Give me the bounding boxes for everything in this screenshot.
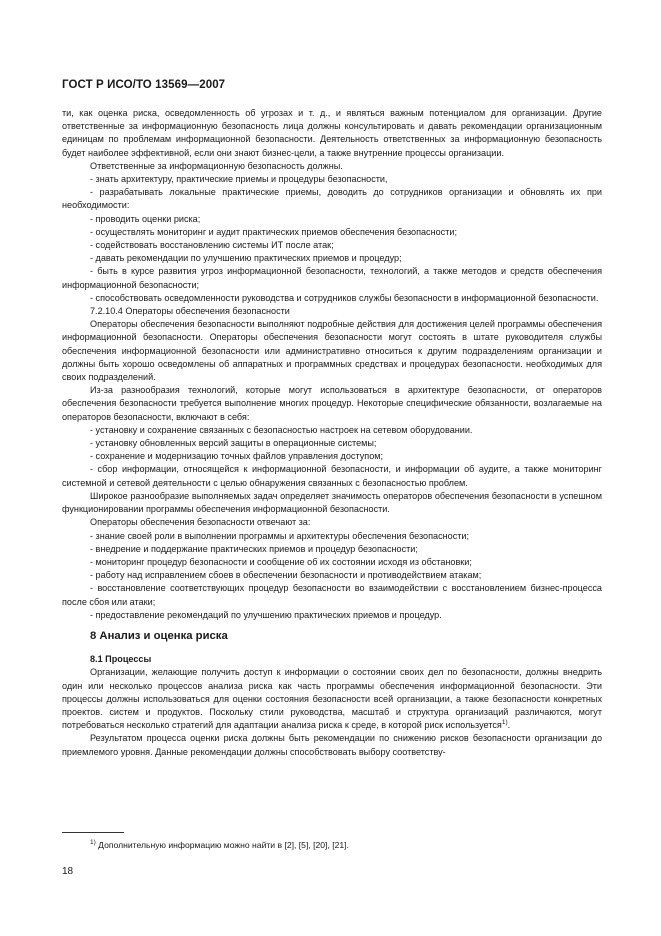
paragraph: - сохранение и модернизацию точных файлов управления доступом;: [90, 451, 384, 462]
document-body: [62, 107, 602, 759]
paragraph: Из-за разнообразия технологий, которые могут использоваться в архитектуре безопасности, от операторов обеспечения безопасности требуется выполнение многих процедур. Некоторые специфические обязанности, возлагаемые на операторов безопасности, включают в себя:: [62, 385, 602, 422]
paragraph: - давать рекомендации по улучшению практических приемов и процедур;: [90, 253, 402, 264]
paragraph: - мониторинг процедур безопасности и сообщение об их состоянии исходя из обстановки;: [90, 556, 472, 567]
paragraph-end: .: [507, 720, 511, 731]
paragraph: - знать архитектуру, практические приемы и процедуры безопасности,: [90, 174, 388, 185]
paragraph: - работу над исправлением сбоев в обеспечении безопасности и противодействием атакам;: [90, 570, 482, 581]
paragraph: - способствовать осведомленности руководства и сотрудников службы безопасности в информационной безопасности.: [90, 292, 599, 303]
paragraph: - содействовать восстановлению системы ИТ после атак;: [90, 240, 334, 251]
paragraph: Широкое разнообразие выполняемых задач определяет значимость операторов обеспечения безопасности в успешном функционировании программы обеспечения информационной безопасности.: [62, 490, 602, 515]
section-paragraph-list: [62, 666, 602, 758]
paragraph: - установку и сохранение связанных с безопасностью настроек на сетевом оборудовании.: [90, 424, 473, 435]
paragraph: - установку обновленных версий защиты в операционные системы;: [90, 438, 377, 449]
paragraph: - быть в курсе развития угроз информационной безопасности, технологий, а также методов и средств обеспечения информационной безопасности;: [62, 266, 602, 290]
footnote-text: Дополнительную информацию можно найти в [2], [5], [20], [21].: [98, 840, 349, 850]
paragraph: Операторы обеспечения безопасности отвечают за:: [90, 517, 311, 528]
paragraph-list: [62, 107, 602, 622]
paragraph: - знание своей роли в выполнении программы и архитектуры обеспечения безопасности;: [90, 530, 470, 541]
paragraph: ти, как оценка риска, осведомленность об угрозах и т. д., и являться важным потенциалом для организации. Другие ответственные за информационную безопасность лица должны консультировать и давать рекомендации организационным единицам по проблемам информационной безопасности. Деятельность ответственных за информационную безопасность будет наиболее эффективной, если они знают бизнес-цели, а также внутренние процессы организации.: [62, 108, 602, 158]
paragraph: - сбор информации, относящейся к информационной безопасности, и информации об аудите, а также мониторинг системной и сетевой деятельности с целью обнаружения связанных с безопасностью проблем.: [62, 464, 602, 488]
paragraph: Ответственные за информационную безопасность должны.: [90, 160, 343, 171]
paragraph: Операторы обеспечения безопасности выполняют подробные действия для достижения целей программы обеспечения информационной безопасности. Операторы обеспечения безопасности могут состоять в штате руководителя службы обеспечения информационной безопасности или административно относиться к другим подразделениям организации и должны быть хорошо осведомлены об аппаратных и программных средствах и процедурах безопасности. необходимых для своих подразделений.: [62, 319, 602, 383]
subsection-heading: 8.1 Процессы: [90, 654, 152, 665]
paragraph: - разрабатывать локальные практические приемы, доводить до сотрудников организации и обновлять их при необходимости:: [62, 187, 602, 211]
paragraph-text: Результатом процесса оценки риска должны быть рекомендации по снижению рисков безопасности организации до приемлемого уровня. Данные рекомендации должны способствовать выбору соответству-: [62, 733, 602, 757]
paragraph: 7.2.10.4 Операторы обеспечения безопасности: [90, 306, 290, 317]
footnote: [90, 840, 602, 851]
paragraph: - внедрение и поддержание практических приемов и процедур безопасности;: [90, 543, 418, 554]
paragraph: - предоставление рекомендаций по улучшению практических приемов и процедур.: [90, 609, 442, 620]
page-number: 18: [62, 866, 74, 877]
document-header: ГОСТ Р ИСО/ТО 13569—2007: [62, 79, 226, 91]
paragraph: - восстановление соответствующих процедур безопасности во взаимодействии с восстановлением бизнес-процесса после сбоя или атаки;: [62, 583, 602, 607]
section-paragraph: [62, 666, 602, 732]
paragraph: - проводить оценки риска;: [90, 213, 201, 224]
section-heading: 8 Анализ и оценка риска: [90, 629, 228, 642]
section-paragraph: [62, 732, 602, 758]
footnote-reference: 1): [501, 719, 508, 727]
footnote-divider: [62, 832, 124, 833]
paragraph: - осуществлять мониторинг и аудит практических приемов обеспечения безопасности;: [90, 226, 457, 237]
paragraph-text: Организации, желающие получить доступ к информации о состоянии своих дел по безопасности, должны внедрить один или несколько процессов анализа риска как часть программы обеспечения информационной безопасности. Эти процессы должны использоваться для оценки состояния безопасности всей организации, а также безопасности конкретных проектов. систем и продуктов. Поскольку стили руководства, масштаб и структура организаций различаются, могут потребоваться несколько стратегий для адаптации анализа риска к среде, в которой риск используется: [62, 667, 602, 731]
footnote-mark: 1): [90, 839, 96, 847]
